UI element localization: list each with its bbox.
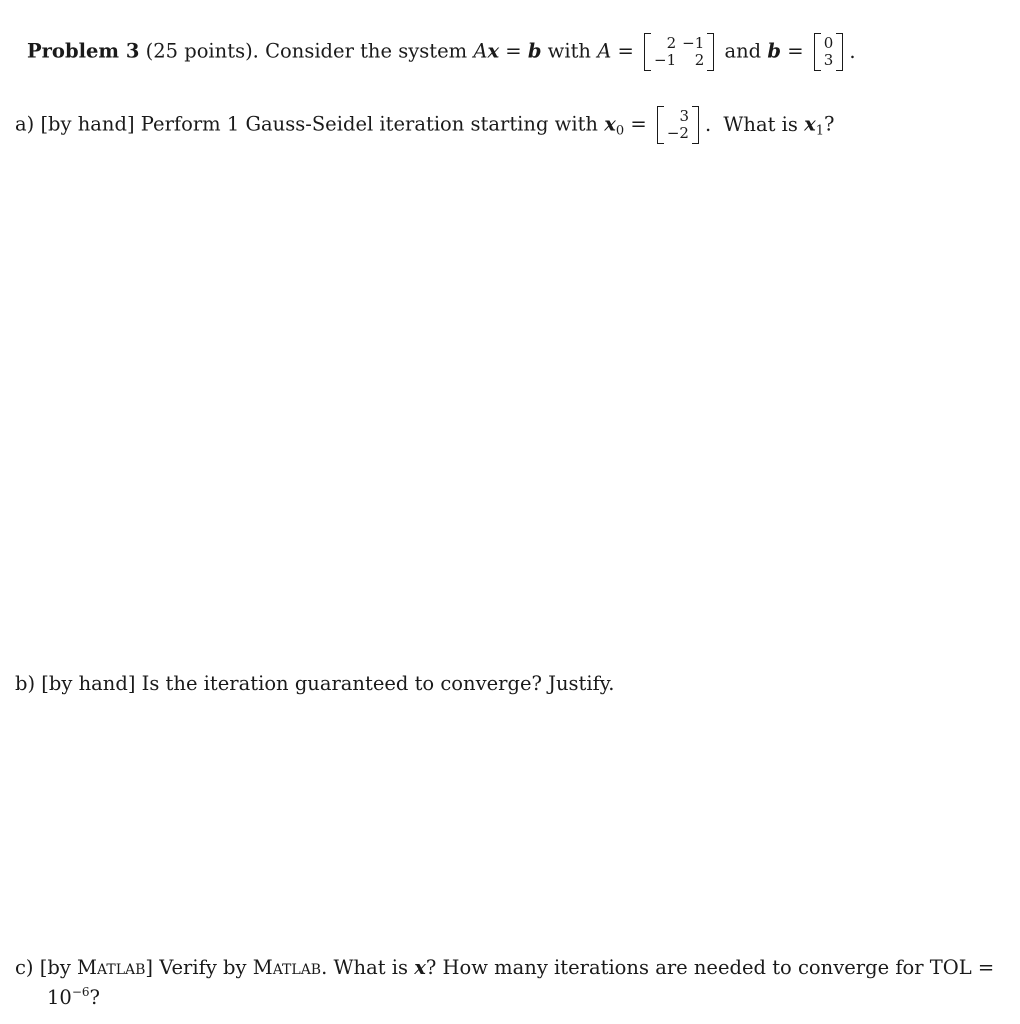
statement-period: .: [849, 39, 856, 63]
vector-x0: [657, 106, 699, 144]
matrix-a: [644, 33, 714, 71]
part-c-what-is: What is: [333, 956, 409, 979]
matrix-a-cell: −1: [654, 51, 677, 69]
eq-a: A: [473, 39, 488, 63]
part-c-matlab-tag: Matlab: [77, 956, 146, 979]
matrix-a-cell: −1: [682, 34, 705, 52]
part-c: [15, 958, 994, 978]
part-a-qmark: ?: [824, 112, 835, 136]
x0-subscript: 0: [615, 123, 625, 139]
part-a-tag: [by hand]: [40, 112, 135, 136]
and-word: and: [724, 39, 762, 63]
vector-b: [814, 33, 844, 71]
vector-x0-cell: 3: [679, 107, 689, 125]
x0-period: .: [704, 112, 712, 136]
x0-name: x: [604, 112, 616, 136]
part-c-rest: ? How many iterations are needed to converge for TOL =: [425, 956, 995, 979]
tol-exponent: −6: [71, 985, 90, 999]
part-a-question: What is: [723, 112, 798, 136]
matrix-a-equals: =: [617, 39, 634, 63]
part-b-label: b): [15, 672, 36, 695]
right-bracket: [836, 33, 843, 71]
part-a-text: Perform 1 Gauss-Seidel iteration starting with: [140, 112, 598, 136]
problem-intro: Consider the system: [265, 39, 468, 63]
eq-equals: =: [505, 39, 522, 63]
part-c-verify: Verify by: [159, 956, 247, 979]
vector-x0-cell: −2: [666, 124, 689, 142]
part-c-continuation: [47, 986, 100, 1008]
part-b-text: Is the iteration guaranteed to converge? Justify.: [141, 672, 615, 695]
left-bracket: [814, 33, 821, 71]
vector-b-cell: 3: [823, 51, 834, 69]
part-b-tag: [by hand]: [41, 672, 136, 695]
part-c-matlab: Matlab: [252, 956, 322, 979]
problem-title: Problem 3: [27, 39, 140, 63]
part-b: [15, 674, 614, 694]
tol-base: 10: [47, 986, 72, 1009]
eq-b: b: [527, 39, 542, 63]
problem-statement: [27, 33, 856, 71]
matrix-a-cell: 2: [666, 34, 677, 52]
problem-points: (25 points).: [145, 39, 259, 63]
x1-name: x: [804, 112, 816, 136]
part-c-tag-close: ]: [145, 956, 154, 979]
vector-b-cell: 0: [823, 34, 834, 52]
part-c-x: x: [414, 956, 426, 979]
part-a-label: a): [15, 112, 35, 136]
matrix-a-cell: 2: [694, 51, 705, 69]
vector-b-name: b: [767, 39, 782, 63]
right-bracket: [707, 33, 714, 71]
left-bracket: [657, 106, 664, 144]
right-bracket: [692, 106, 699, 144]
part-c-label: c): [15, 956, 34, 979]
x0-equals: =: [630, 112, 647, 136]
part-c-tag-open: [by: [39, 956, 71, 979]
x1-subscript: 1: [815, 123, 825, 139]
tol-end: ?: [89, 986, 100, 1009]
part-c-period: .: [321, 956, 328, 979]
eq-x: x: [487, 39, 500, 63]
with-word: with: [547, 39, 591, 63]
left-bracket: [644, 33, 651, 71]
part-a: [15, 106, 835, 144]
vector-b-equals: =: [787, 39, 804, 63]
matrix-a-name: A: [597, 39, 612, 63]
